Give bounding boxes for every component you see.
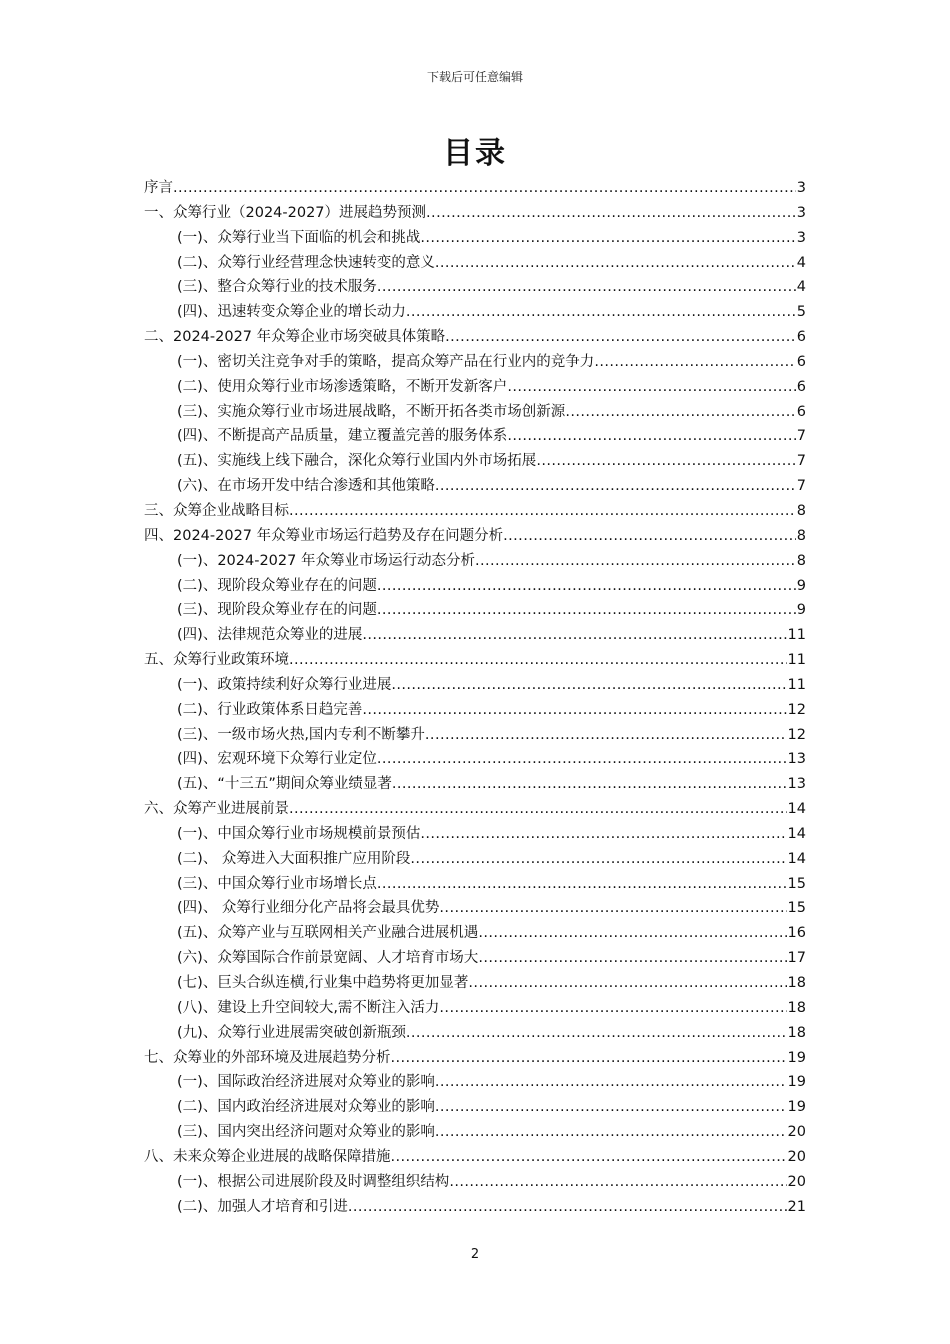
toc-entry-page: 6 <box>796 329 806 346</box>
toc-entry[interactable] <box>144 673 806 698</box>
toc-entry-text: (二)、国内政治经济进展对众筹业的影响 <box>177 1099 435 1116</box>
toc-entry-text: 五、众筹行业政策环境 <box>144 652 289 669</box>
toc-entry[interactable] <box>144 176 806 201</box>
toc-entry-text: 二、2024-2027 年众筹企业市场突破具体策略 <box>144 329 446 346</box>
toc-entry[interactable] <box>144 698 806 723</box>
toc-entry[interactable] <box>144 474 806 499</box>
toc-leader-dots <box>565 400 795 425</box>
toc-entry[interactable] <box>144 574 806 599</box>
toc-entry[interactable] <box>144 847 806 872</box>
toc-entry-text: 序言 <box>144 180 173 196</box>
toc-leader-dots <box>478 946 786 971</box>
toc-entry-page: 6 <box>796 378 806 395</box>
toc-entry[interactable] <box>144 921 806 946</box>
toc-leader-dots <box>435 474 796 499</box>
toc-entry[interactable] <box>144 400 806 425</box>
toc-entry-text: (一)、根据公司进展阶段及时调整组织结构 <box>177 1173 450 1190</box>
toc-entry[interactable] <box>144 1046 806 1071</box>
toc-entry-page: 18 <box>787 999 806 1016</box>
toc-entry[interactable] <box>144 896 806 921</box>
toc-leader-dots <box>445 325 796 350</box>
toc-entry-text: (二)、加强人才培育和引进 <box>177 1198 348 1215</box>
toc-entry-text: (五)、实施线上线下融合，深化众筹行业国内外市场拓展 <box>177 453 537 470</box>
toc-leader-dots <box>507 375 795 400</box>
toc-entry-page: 11 <box>787 652 806 669</box>
toc-entry[interactable] <box>144 449 806 474</box>
toc-leader-dots <box>536 449 795 474</box>
toc-leader-dots <box>377 598 796 623</box>
toc-entry-text: (一)、2024-2027 年众筹业市场运行动态分析 <box>177 552 475 569</box>
toc-entry-page: 9 <box>796 602 806 619</box>
toc-entry-page: 4 <box>796 279 806 296</box>
toc-entry-page: 7 <box>796 478 806 495</box>
toc-entry-page: 8 <box>796 552 806 569</box>
toc-entry[interactable] <box>144 971 806 996</box>
toc-entry[interactable] <box>144 275 806 300</box>
toc-entry[interactable] <box>144 598 806 623</box>
toc-entry[interactable] <box>144 499 806 524</box>
toc-entry[interactable] <box>144 1021 806 1046</box>
toc-leader-dots <box>377 275 796 300</box>
toc-entry-text: (二)、行业政策体系日趋完善 <box>177 701 363 718</box>
toc-entry-text: (二)、现阶段众筹业存在的问题 <box>177 577 377 594</box>
toc-entry[interactable] <box>144 996 806 1021</box>
page-header: 下载后可任意编辑 <box>426 70 523 84</box>
toc-entry-text: (二)、众筹行业经营理念快速转变的意义 <box>177 254 435 271</box>
toc-entry-page: 6 <box>796 353 806 370</box>
toc-entry-text: (二)、 众筹进入大面积推广应用阶段 <box>177 850 411 867</box>
toc-entry-page: 14 <box>787 850 806 867</box>
toc-leader-dots <box>406 1021 787 1046</box>
toc-leader-dots <box>503 524 796 549</box>
toc-entry-page: 7 <box>796 453 806 470</box>
toc-entry-text: 一、众筹行业（2024-2027）进展趋势预测 <box>144 204 427 221</box>
toc-entry-page: 19 <box>787 1074 806 1091</box>
toc-entry-text: (四)、宏观环境下众筹行业定位 <box>177 751 377 768</box>
toc-leader-dots <box>410 847 786 872</box>
toc-entry[interactable] <box>144 350 806 375</box>
toc-leader-dots <box>391 1145 787 1170</box>
toc-leader-dots <box>406 300 796 325</box>
toc-entry-page: 11 <box>787 676 806 693</box>
toc-entry-page: 19 <box>787 1099 806 1116</box>
toc-entry-page: 18 <box>787 975 806 991</box>
toc-title: 目录 <box>443 136 507 171</box>
toc-entry-page: 15 <box>787 900 806 917</box>
toc-entry-text: (三)、现阶段众筹业存在的问题 <box>177 602 377 619</box>
toc-leader-dots <box>420 226 795 251</box>
toc-entry-text: 八、未来众筹企业进展的战略保障措施 <box>144 1148 391 1165</box>
toc-leader-dots <box>289 648 787 673</box>
toc-entry-text: (一)、中国众筹行业市场规模前景预估 <box>177 825 421 842</box>
toc-entry-text: (九)、众筹行业进展需突破创新瓶颈 <box>177 1024 406 1041</box>
toc-entry-page: 8 <box>796 527 806 544</box>
toc-entry-page: 8 <box>796 502 806 519</box>
toc-entry-text: (五)、“十三五”期间众筹业绩显著 <box>177 776 392 793</box>
toc-entry-text: (一)、众筹行业当下面临的机会和挑战 <box>177 229 421 246</box>
toc-leader-dots <box>362 623 786 648</box>
toc-entry[interactable] <box>144 723 806 748</box>
toc-leader-dots <box>435 1070 787 1095</box>
toc-entry-text: 三、众筹企业战略目标 <box>144 502 289 519</box>
toc-entry-text: (八)、建设上升空间较大,需不断注入活力 <box>177 999 440 1016</box>
page-number: 2 <box>470 1247 480 1262</box>
toc-entry-text: (五)、众筹产业与互联网相关产业融合进展机遇 <box>177 925 479 942</box>
toc-entry-page: 3 <box>796 204 806 221</box>
toc-leader-dots <box>426 201 796 226</box>
toc-leader-dots <box>289 499 796 524</box>
toc-leader-dots <box>392 772 787 797</box>
toc-entry-text: (三)、整合众筹行业的技术服务 <box>177 279 377 296</box>
toc-entry[interactable] <box>144 822 806 847</box>
toc-entry[interactable] <box>144 1095 806 1120</box>
toc-entry-text: (二)、使用众筹行业市场渗透策略，不断开发新客户 <box>177 378 508 395</box>
toc-entry-page: 3 <box>796 180 806 196</box>
toc-entry-text: (四)、迅速转变众筹企业的增长动力 <box>177 304 406 321</box>
toc-entry-text: (六)、在市场开发中结合渗透和其他策略 <box>177 478 435 495</box>
toc-entry-page: 11 <box>787 627 806 644</box>
toc-entry-page: 12 <box>787 701 806 718</box>
toc-leader-dots <box>449 1170 786 1195</box>
toc-entry-text: (四)、 众筹行业细分化产品将会最具优势 <box>177 900 440 917</box>
toc-entry-page: 19 <box>787 1049 806 1066</box>
toc-leader-dots <box>507 424 795 449</box>
toc-leader-dots <box>425 723 787 748</box>
toc-entry-text: (三)、中国众筹行业市场增长点 <box>177 875 377 892</box>
toc-leader-dots <box>173 176 796 201</box>
toc-leader-dots <box>475 549 796 574</box>
toc-entry-page: 20 <box>787 1124 806 1141</box>
toc-leader-dots <box>439 996 786 1021</box>
toc-leader-dots <box>468 971 786 996</box>
toc-leader-dots <box>377 872 787 897</box>
toc-entry[interactable] <box>144 772 806 797</box>
toc-entry[interactable] <box>144 524 806 549</box>
toc-entry[interactable] <box>144 1170 806 1195</box>
toc-leader-dots <box>594 350 795 375</box>
toc-entry[interactable] <box>144 375 806 400</box>
toc-entry[interactable] <box>144 946 806 971</box>
toc-entry-text: (六)、众筹国际合作前景宽阔、人才培育市场大 <box>177 950 479 967</box>
toc-entry-page: 7 <box>796 428 806 445</box>
toc-leader-dots <box>362 698 786 723</box>
toc-entry-text: 七、众筹业的外部环境及进展趋势分析 <box>144 1049 391 1066</box>
toc-entry-page: 14 <box>787 825 806 842</box>
toc-entry-page: 21 <box>787 1198 806 1215</box>
toc-leader-dots <box>391 673 786 698</box>
toc-entry[interactable] <box>144 549 806 574</box>
toc-entry-text: (三)、实施众筹行业市场进展战略，不断开拓各类市场创新源 <box>177 403 566 420</box>
toc-entry[interactable] <box>144 1145 806 1170</box>
toc-entry-page: 17 <box>787 950 806 967</box>
toc-entry-text: 六、众筹产业进展前景 <box>144 801 289 818</box>
toc-entry-page: 6 <box>796 403 806 420</box>
toc-entry-text: (四)、法律规范众筹业的进展 <box>177 627 363 644</box>
toc-entry-page: 20 <box>787 1148 806 1165</box>
toc-entry-page: 13 <box>787 776 806 793</box>
toc-entry[interactable] <box>144 797 806 822</box>
toc-leader-dots <box>377 574 796 599</box>
toc-entry-page: 16 <box>787 925 806 942</box>
toc-entry-text: (一)、国际政治经济进展对众筹业的影响 <box>177 1074 435 1091</box>
toc-entry-text: (三)、国内突出经济问题对众筹业的影响 <box>177 1124 435 1141</box>
toc-leader-dots <box>420 822 786 847</box>
toc-entry-page: 4 <box>796 254 806 271</box>
toc-entry-text: (一)、政策持续利好众筹行业进展 <box>177 676 392 693</box>
toc-entry-page: 12 <box>787 726 806 743</box>
toc-entry-page: 5 <box>796 304 806 321</box>
toc-entry-page: 18 <box>787 1024 806 1041</box>
toc-entry[interactable] <box>144 226 806 251</box>
toc-entry[interactable] <box>144 747 806 772</box>
toc-leader-dots <box>439 896 786 921</box>
toc-entry[interactable] <box>144 1070 806 1095</box>
toc-entry[interactable] <box>144 623 806 648</box>
toc-entry[interactable] <box>144 872 806 897</box>
toc-leader-dots <box>377 747 787 772</box>
toc-entry[interactable] <box>144 1120 806 1145</box>
toc-leader-dots <box>435 251 796 276</box>
toc-entry[interactable] <box>144 251 806 276</box>
toc-entry[interactable] <box>144 201 806 226</box>
toc-entry-text: (一)、密切关注竞争对手的策略，提高众筹产品在行业内的竞争力 <box>177 353 595 370</box>
toc-leader-dots <box>348 1195 787 1220</box>
toc-entry-text: 四、2024-2027 年众筹业市场运行趋势及存在问题分析 <box>144 527 504 544</box>
toc-leader-dots <box>435 1095 787 1120</box>
toc-entry-page: 13 <box>787 751 806 768</box>
toc-entry-text: (七)、巨头合纵连横,行业集中趋势将更加显著 <box>177 975 469 991</box>
table-of-contents <box>144 176 806 1219</box>
toc-leader-dots <box>391 1046 787 1071</box>
toc-entry-text: (三)、一级市场火热,国内专利不断攀升 <box>177 726 425 743</box>
toc-leader-dots <box>478 921 786 946</box>
toc-entry[interactable] <box>144 325 806 350</box>
toc-entry-page: 9 <box>796 577 806 594</box>
toc-entry-page: 15 <box>787 875 806 892</box>
toc-entry[interactable] <box>144 1195 806 1220</box>
toc-entry-text: (四)、不断提高产品质量，建立覆盖完善的服务体系 <box>177 428 508 445</box>
toc-leader-dots <box>289 797 787 822</box>
toc-entry[interactable] <box>144 300 806 325</box>
toc-entry[interactable] <box>144 648 806 673</box>
toc-entry-page: 14 <box>787 801 806 818</box>
toc-entry-page: 20 <box>787 1173 806 1190</box>
toc-entry-page: 3 <box>796 229 806 246</box>
toc-entry[interactable] <box>144 424 806 449</box>
toc-leader-dots <box>435 1120 787 1145</box>
